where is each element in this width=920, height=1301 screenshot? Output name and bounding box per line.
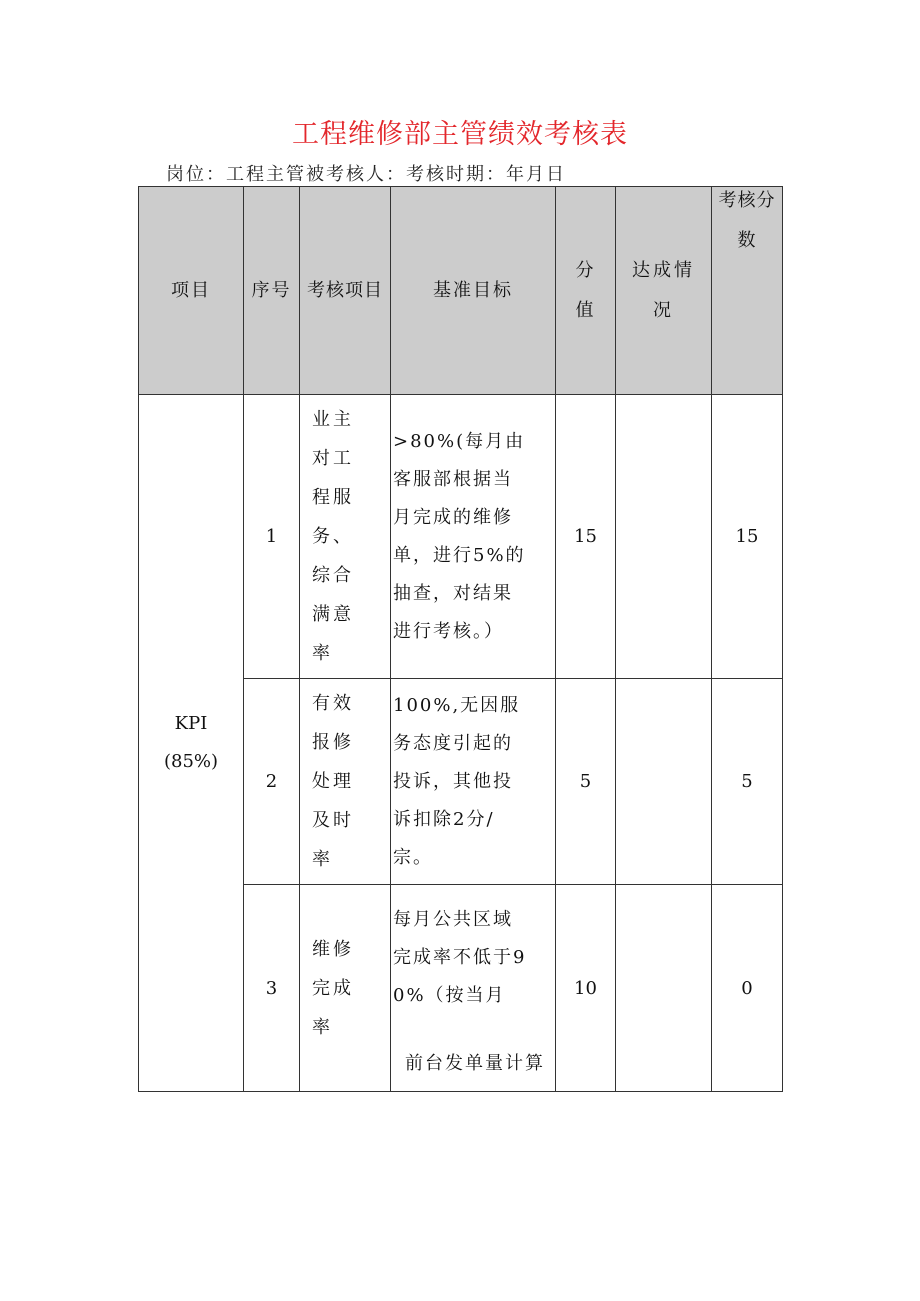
row-target-cell: [391, 885, 556, 1092]
document-title: 工程维修部主管绩效考核表: [292, 119, 628, 150]
row-score: 10: [556, 885, 616, 1092]
row-score: 15: [556, 395, 616, 679]
row-result: 5: [712, 679, 783, 885]
row-achievement: [616, 395, 712, 679]
row-seq: 3: [244, 885, 300, 1092]
row-item-cell: [300, 885, 391, 1092]
header-row: [139, 187, 783, 395]
row-target: 100%,无因服务态度引起的投诉，其他投诉扣除2分/宗。: [393, 694, 521, 868]
table-row: [139, 395, 783, 679]
header-item: 考核项目: [300, 187, 391, 395]
kpi-table: [138, 186, 783, 1092]
header-score: [556, 187, 616, 395]
header-seq: 序号: [244, 187, 300, 395]
header-result-text: 考核分数: [718, 189, 776, 251]
meta-line: 岗位：工程主管被考核人：考核时期：年月日: [166, 164, 566, 185]
row-item-cell: [300, 679, 391, 885]
row-score: 5: [556, 679, 616, 885]
row-item: 维修完成率: [312, 938, 354, 1038]
row-target: >80%(每月由客服部根据当月完成的维修单，进行5%的抽查，对结果进行考核。）: [393, 430, 526, 642]
row-target-continued: 前台发单量计算: [405, 1053, 545, 1074]
header-result: [712, 187, 783, 395]
header-achievement-text: 达成情况: [632, 259, 695, 321]
row-target-cell: [391, 679, 556, 885]
header-score-text: 分值: [575, 259, 596, 321]
row-achievement: [616, 679, 712, 885]
row-target-cell: [391, 395, 556, 679]
group-cell: [139, 395, 244, 1092]
row-result: 0: [712, 885, 783, 1092]
row-result: 15: [712, 395, 783, 679]
row-item: 业主对工程服务、综合满意率: [312, 409, 354, 664]
group-weight: (85%): [163, 751, 219, 772]
row-seq: 2: [244, 679, 300, 885]
header-project: 项目: [139, 187, 244, 395]
row-seq: 1: [244, 395, 300, 679]
row-item: 有效报修处理及时率: [312, 693, 354, 870]
row-achievement: [616, 885, 712, 1092]
row-target: 每月公共区域完成率不低于90%（按当月: [393, 909, 527, 1006]
header-achievement: [616, 187, 712, 395]
group-label: KPI: [174, 713, 208, 734]
header-target: 基准目标: [391, 187, 556, 395]
row-item-cell: [300, 395, 391, 679]
